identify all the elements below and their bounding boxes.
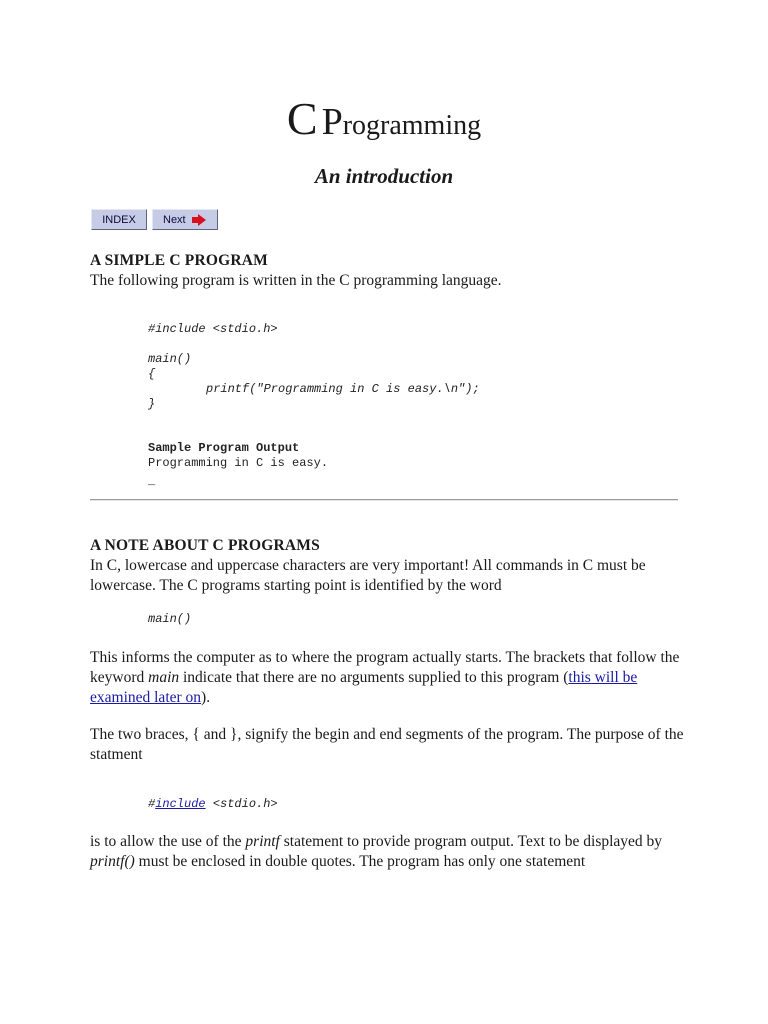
page-subtitle: An introduction (314, 164, 454, 188)
index-button[interactable] (91, 209, 147, 230)
paragraph-case: In C, lowercase and uppercase characters are very important! All commands in C must be lowercase. The C programs starting point is identified by the word (90, 557, 646, 594)
paragraph-printf: is to allow the use of the printf statement to provide program output. Text to be displayed by printf() must be enclosed in double quotes. The program has only one statement (90, 833, 663, 870)
paragraph-braces: The two braces, { and }, signify the begin and end segments of the program. The purpose of the statment (90, 726, 684, 763)
include-link[interactable]: include (155, 797, 206, 811)
code-line-main: main() (148, 352, 192, 366)
section-heading: A NOTE ABOUT C PROGRAMS (90, 537, 320, 554)
paragraph-main-explanation: This informs the computer as to where the program actually starts. The brackets that follow the keyword main indicate that there are no arguments supplied to this program (this will be examined later on). (90, 649, 680, 706)
output-cursor: _ (148, 474, 156, 488)
section-note (90, 536, 690, 596)
title-first-letter: P (321, 101, 343, 143)
code-line-include: #include <stdio.h> (148, 322, 278, 336)
output-heading: Sample Program Output (148, 441, 300, 455)
output-line: Programming in C is easy. (148, 456, 329, 470)
title-initial: C (286, 93, 318, 144)
code-line-open-brace: { (148, 367, 156, 381)
code-line-printf: printf("Programming in C is easy.\n"); (206, 382, 480, 396)
nav-bar (91, 209, 218, 230)
page-title (0, 93, 768, 144)
next-button-label: Next (163, 213, 186, 226)
section-simple-program (90, 251, 690, 291)
code-line-close-brace: } (148, 397, 156, 411)
title-rest: rogramming (342, 110, 482, 141)
examined-later-link[interactable]: this will be examined later on (90, 669, 638, 706)
code-main: main() (148, 612, 192, 626)
section-heading: A SIMPLE C PROGRAM (90, 252, 268, 269)
index-button-label: INDEX (102, 213, 136, 226)
section-divider (90, 499, 678, 501)
arrow-right-icon (192, 214, 206, 226)
code-include: #include <stdio.h> (148, 797, 278, 811)
next-button[interactable] (152, 209, 218, 230)
section-intro: The following program is written in the C programming language. (90, 272, 502, 289)
